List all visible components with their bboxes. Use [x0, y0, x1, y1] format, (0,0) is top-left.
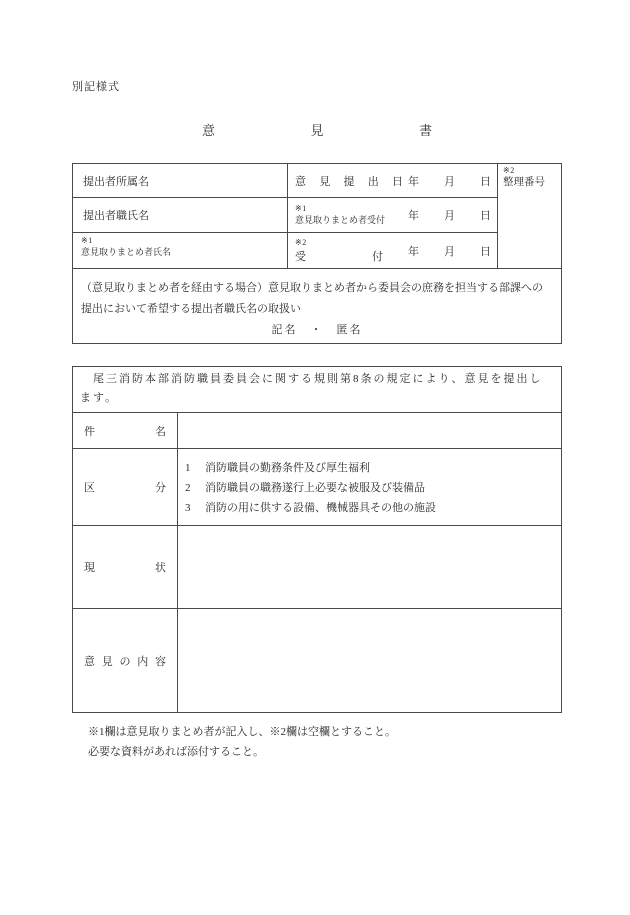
receipt-label: 受付	[295, 250, 383, 263]
category-label-cell	[73, 449, 178, 526]
table-row	[73, 367, 562, 413]
opinion-content-label-cell	[73, 609, 178, 713]
footnote-2: 必要な資料があれば添付すること。	[88, 746, 264, 758]
ref-number-note: ※2	[503, 166, 515, 175]
category-item	[185, 478, 557, 498]
reference-number-cell	[498, 164, 562, 269]
date-placeholder: 年 月 日	[408, 245, 492, 258]
category-item-number: 3	[185, 502, 191, 514]
page-title: 意見書	[202, 123, 432, 138]
coordinator-name-cell	[73, 233, 288, 269]
coordinator-receipt-note: ※1	[295, 204, 307, 213]
category-item-number: 1	[185, 462, 191, 474]
opinion-table	[72, 366, 562, 713]
name-handling-text: （意見取りまとめ者を経由する場合）意見取りまとめ者から委員会の庶務を担当する部課への提出において希望する提出者職氏名の取扱い	[81, 282, 543, 315]
opinion-content-label: 意見の内容	[84, 655, 166, 668]
footnote-1: ※1欄は意見取りまとめ者が記入し、※2欄は空欄とすること。	[88, 726, 396, 738]
submitter-affiliation-label: 提出者所属名	[73, 164, 288, 198]
opinion-content-input-area	[178, 609, 562, 713]
current-status-label: 現状	[84, 562, 166, 574]
table-row	[73, 609, 562, 713]
opinion-submission-date-label: 意見提出日	[295, 175, 403, 188]
category-item	[185, 458, 557, 478]
name-handling-cell	[73, 269, 562, 344]
intro-statement: 尾三消防本部消防職員委員会に関する規則第8条の規定により、意見を提出します。	[80, 373, 543, 404]
subject-input-area	[178, 413, 562, 449]
category-item	[185, 498, 557, 518]
category-label: 区分	[84, 482, 166, 494]
intro-statement-cell	[73, 367, 562, 413]
date-placeholder: 年 月 日	[408, 210, 492, 222]
name-handling-choice: 記名 ・ 匿名	[271, 324, 363, 336]
coordinator-name-label: 意見取りまとめ者氏名	[81, 247, 172, 257]
form-style-label: 別記様式	[72, 81, 120, 93]
coordinator-receipt-cell	[288, 198, 498, 233]
submitter-info-table	[72, 163, 562, 344]
category-item-text: 消防の用に供する設備、機械器具その他の施設	[205, 502, 436, 514]
category-item-text: 消防職員の職務遂行上必要な被服及び装備品	[205, 482, 425, 494]
table-row	[73, 233, 562, 269]
date-placeholder: 年 月 日	[408, 175, 492, 188]
ref-number-label: 整理番号	[503, 177, 545, 188]
table-row	[73, 413, 562, 449]
table-row	[73, 449, 562, 526]
opinion-submission-date-cell	[288, 164, 498, 198]
table-row	[73, 198, 562, 233]
submitter-name-label: 提出者職氏名	[73, 198, 288, 233]
coordinator-receipt-label: 意見取りまとめ者受付	[295, 215, 386, 225]
current-status-label-cell	[73, 526, 178, 609]
category-options-cell	[178, 449, 562, 526]
current-status-input-area	[178, 526, 562, 609]
table-row	[73, 164, 562, 198]
category-item-number: 2	[185, 482, 191, 494]
receipt-cell	[288, 233, 498, 269]
subject-label-cell	[73, 413, 178, 449]
coordinator-name-note: ※1	[81, 236, 93, 245]
table-row	[73, 526, 562, 609]
footnotes	[88, 722, 630, 762]
table-row	[73, 269, 562, 344]
subject-label: 件名	[84, 425, 166, 438]
category-item-text: 消防職員の勤務条件及び厚生福利	[205, 462, 370, 474]
receipt-note: ※2	[295, 237, 307, 247]
